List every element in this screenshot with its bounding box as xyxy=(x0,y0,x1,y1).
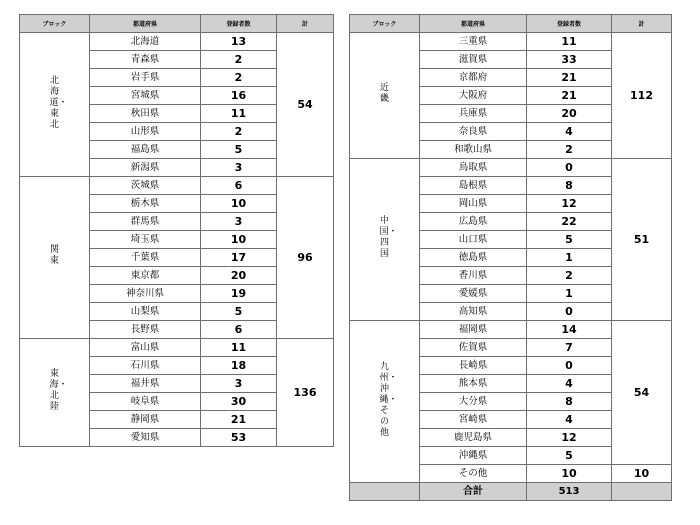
grand-total-value: 513 xyxy=(527,483,612,501)
table-row xyxy=(350,321,672,339)
count-cell: 18 xyxy=(201,357,277,375)
prefecture-cell: 宮崎県 xyxy=(420,411,527,429)
count-cell: 2 xyxy=(201,123,277,141)
count-cell: 12 xyxy=(527,195,612,213)
count-cell: 14 xyxy=(527,321,612,339)
count-cell: 0 xyxy=(527,303,612,321)
block-name-cell xyxy=(20,339,90,447)
count-cell: 6 xyxy=(201,321,277,339)
count-cell: 0 xyxy=(527,159,612,177)
header-row xyxy=(350,15,672,33)
block-total-cell: 96 xyxy=(277,177,334,339)
right-table-footer xyxy=(350,483,672,501)
registrations-table-left xyxy=(19,14,334,447)
block-total-cell: 10 xyxy=(612,465,672,483)
count-cell: 2 xyxy=(527,267,612,285)
prefecture-cell: 富山県 xyxy=(90,339,201,357)
prefecture-cell: 岩手県 xyxy=(90,69,201,87)
prefecture-cell: 沖縄県 xyxy=(420,447,527,465)
header-block: ブロック xyxy=(350,15,420,33)
count-cell: 19 xyxy=(201,285,277,303)
count-cell: 11 xyxy=(201,339,277,357)
count-cell: 1 xyxy=(527,249,612,267)
count-cell: 30 xyxy=(201,393,277,411)
count-cell: 4 xyxy=(527,411,612,429)
prefecture-cell: 愛知県 xyxy=(90,429,201,447)
table-row xyxy=(20,177,334,195)
count-cell: 5 xyxy=(201,303,277,321)
header-prefecture: 都道府県 xyxy=(420,15,527,33)
grand-total-spacer xyxy=(350,483,420,501)
prefecture-cell: 鹿児島県 xyxy=(420,429,527,447)
block-total-cell: 51 xyxy=(612,159,672,321)
prefecture-cell: 福島県 xyxy=(90,141,201,159)
prefecture-cell: 愛媛県 xyxy=(420,285,527,303)
prefecture-cell: 青森県 xyxy=(90,51,201,69)
count-cell: 33 xyxy=(527,51,612,69)
count-cell: 3 xyxy=(201,159,277,177)
prefecture-cell: 栃木県 xyxy=(90,195,201,213)
prefecture-cell: 山形県 xyxy=(90,123,201,141)
count-cell: 4 xyxy=(527,375,612,393)
header-total: 計 xyxy=(277,15,334,33)
count-cell: 3 xyxy=(201,213,277,231)
header-prefecture: 都道府県 xyxy=(90,15,201,33)
prefecture-cell: 長野県 xyxy=(90,321,201,339)
prefecture-cell: 熊本県 xyxy=(420,375,527,393)
grand-total-label: 合計 xyxy=(420,483,527,501)
grand-total-spacer-right xyxy=(612,483,672,501)
count-cell: 2 xyxy=(201,51,277,69)
block-total-cell: 112 xyxy=(612,33,672,159)
prefecture-cell: 東京都 xyxy=(90,267,201,285)
block-total-cell: 54 xyxy=(612,321,672,465)
table-row xyxy=(350,159,672,177)
prefecture-cell: 千葉県 xyxy=(90,249,201,267)
prefecture-cell: 岐阜県 xyxy=(90,393,201,411)
prefecture-cell: 京都府 xyxy=(420,69,527,87)
count-cell: 21 xyxy=(527,87,612,105)
header-count: 登録者数 xyxy=(527,15,612,33)
count-cell: 10 xyxy=(527,465,612,483)
block-name: 北海道・東北 xyxy=(49,75,68,130)
prefecture-cell: 兵庫県 xyxy=(420,105,527,123)
block-name-cell xyxy=(20,33,90,177)
block-name: 東海・北陸 xyxy=(49,369,68,412)
count-cell: 8 xyxy=(527,393,612,411)
count-cell: 17 xyxy=(201,249,277,267)
prefecture-cell: 広島県 xyxy=(420,213,527,231)
table-row xyxy=(350,33,672,51)
prefecture-cell: 和歌山県 xyxy=(420,141,527,159)
block-name-cell xyxy=(350,33,420,159)
count-cell: 16 xyxy=(201,87,277,105)
count-cell: 11 xyxy=(527,33,612,51)
prefecture-cell: その他 xyxy=(420,465,527,483)
header-block: ブロック xyxy=(20,15,90,33)
count-cell: 20 xyxy=(201,267,277,285)
count-cell: 22 xyxy=(527,213,612,231)
prefecture-cell: 高知県 xyxy=(420,303,527,321)
right-table-body xyxy=(350,33,672,483)
block-name: 近畿 xyxy=(379,83,389,104)
table-row xyxy=(20,339,334,357)
prefecture-cell: 山梨県 xyxy=(90,303,201,321)
prefecture-cell: 大阪府 xyxy=(420,87,527,105)
block-total-cell: 54 xyxy=(277,33,334,177)
registrations-table-right xyxy=(349,14,672,501)
prefecture-cell: 茨城県 xyxy=(90,177,201,195)
prefecture-cell: 岡山県 xyxy=(420,195,527,213)
count-cell: 21 xyxy=(201,411,277,429)
prefecture-cell: 滋賀県 xyxy=(420,51,527,69)
grand-total-row xyxy=(350,483,672,501)
prefecture-cell: 秋田県 xyxy=(90,105,201,123)
count-cell: 21 xyxy=(527,69,612,87)
block-name-cell xyxy=(350,159,420,321)
prefecture-cell: 奈良県 xyxy=(420,123,527,141)
count-cell: 20 xyxy=(527,105,612,123)
block-name-cell xyxy=(20,177,90,339)
count-cell: 10 xyxy=(201,231,277,249)
prefecture-cell: 石川県 xyxy=(90,357,201,375)
prefecture-cell: 新潟県 xyxy=(90,159,201,177)
prefecture-cell: 三重県 xyxy=(420,33,527,51)
left-table-body xyxy=(20,33,334,447)
prefecture-cell: 宮城県 xyxy=(90,87,201,105)
count-cell: 6 xyxy=(201,177,277,195)
prefecture-cell: 鳥取県 xyxy=(420,159,527,177)
prefecture-cell: 福岡県 xyxy=(420,321,527,339)
prefecture-cell: 福井県 xyxy=(90,375,201,393)
prefecture-cell: 静岡県 xyxy=(90,411,201,429)
count-cell: 5 xyxy=(527,231,612,249)
block-name: 中国・四国 xyxy=(379,216,398,259)
count-cell: 7 xyxy=(527,339,612,357)
prefecture-cell: 島根県 xyxy=(420,177,527,195)
count-cell: 5 xyxy=(201,141,277,159)
table-row xyxy=(20,33,334,51)
count-cell: 5 xyxy=(527,447,612,465)
prefecture-cell: 北海道 xyxy=(90,33,201,51)
prefecture-cell: 大分県 xyxy=(420,393,527,411)
prefecture-cell: 佐賀県 xyxy=(420,339,527,357)
prefecture-cell: 山口県 xyxy=(420,231,527,249)
count-cell: 11 xyxy=(201,105,277,123)
count-cell: 53 xyxy=(201,429,277,447)
header-total: 計 xyxy=(612,15,672,33)
count-cell: 3 xyxy=(201,375,277,393)
prefecture-cell: 神奈川県 xyxy=(90,285,201,303)
block-name: 九州・沖縄・その他 xyxy=(379,361,398,438)
header-row xyxy=(20,15,334,33)
block-total-cell: 136 xyxy=(277,339,334,447)
count-cell: 10 xyxy=(201,195,277,213)
prefecture-cell: 埼玉県 xyxy=(90,231,201,249)
count-cell: 4 xyxy=(527,123,612,141)
count-cell: 1 xyxy=(527,285,612,303)
block-name-cell xyxy=(350,321,420,483)
count-cell: 2 xyxy=(527,141,612,159)
count-cell: 0 xyxy=(527,357,612,375)
prefecture-cell: 徳島県 xyxy=(420,249,527,267)
prefecture-cell: 群馬県 xyxy=(90,213,201,231)
prefecture-cell: 長崎県 xyxy=(420,357,527,375)
count-cell: 8 xyxy=(527,177,612,195)
header-count: 登録者数 xyxy=(201,15,277,33)
count-cell: 13 xyxy=(201,33,277,51)
block-name: 関東 xyxy=(49,245,59,266)
prefecture-cell: 香川県 xyxy=(420,267,527,285)
count-cell: 2 xyxy=(201,69,277,87)
count-cell: 12 xyxy=(527,429,612,447)
